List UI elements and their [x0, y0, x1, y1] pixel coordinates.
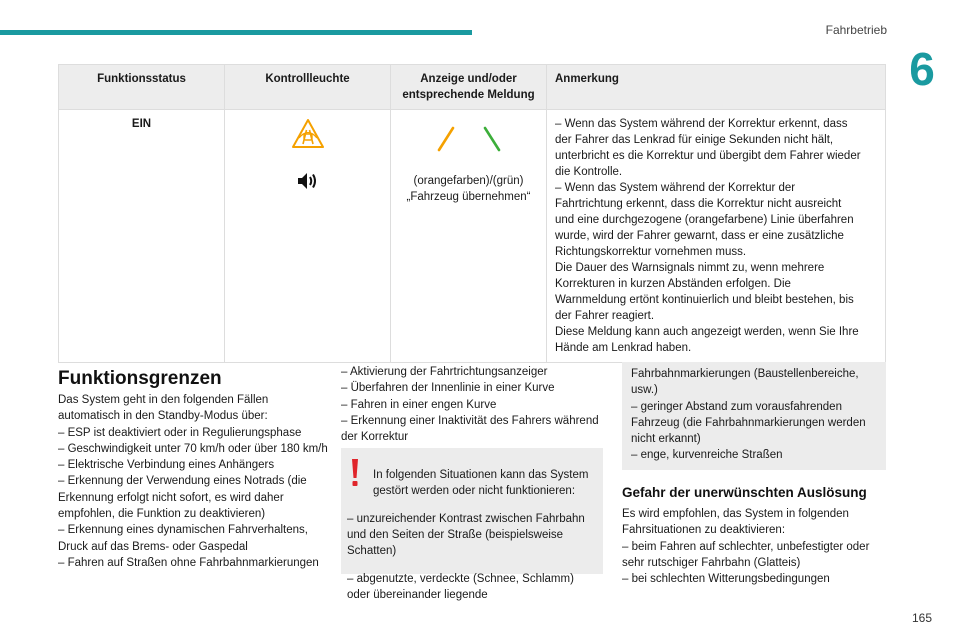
display-color-caption: (orangefarben)/(grün) — [413, 175, 524, 187]
warning-box-continued — [622, 362, 886, 470]
note-line: – Wenn das System während der Korrektur der Fahrtrichtung erkennt, dass die Korrektur nicht ausreicht und eine durchgezogene (orangefarbene) Linie überfahren wurde, wird der Fahrer gewarnt, dass er eine zusätzliche Richtungskorrektur vornehmen muss. — [555, 182, 854, 258]
unwanted-trigger-text — [622, 506, 892, 587]
list-item: – Erkennung der Verwendung eines Notrads (die Erkennung erfolgt nicht sofort, es wird daher empfohlen, die Funktion zu deaktivieren) — [58, 475, 307, 521]
list-item: – Erkennung eines dynamischen Fahrverhaltens, Druck auf das Brems- oder Gaspedal — [58, 524, 308, 553]
table-header-row — [59, 65, 886, 110]
list-item: – Erkennung einer Inaktivität des Fahrers während der Korrektur — [341, 414, 599, 444]
lamp-cell — [225, 110, 391, 363]
display-cell — [391, 110, 547, 363]
table-header-status: Funktionsstatus — [59, 65, 225, 110]
limits-column-1 — [58, 392, 328, 571]
list-item: – Elektrische Verbindung eines Anhängers — [58, 459, 275, 472]
list-item: – enge, kurvenreiche Straßen — [631, 449, 783, 462]
display-message-caption: „Fahrzeug übernehmen“ — [406, 191, 531, 203]
table-row — [59, 110, 886, 363]
list-item: Fahrbahnmarkierungen (Baustellenbereiche, usw.) — [631, 368, 859, 397]
limits-column-2 — [341, 364, 605, 445]
warning-box — [341, 448, 603, 602]
list-item: – Fahren in einer engen Kurve — [341, 398, 497, 411]
note-cell — [547, 110, 886, 363]
section-heading-unwanted-trigger: Gefahr der unerwünschten Auslösung — [622, 485, 867, 500]
list-item: – Aktivierung der Fahrtrichtungsanzeiger — [341, 366, 548, 378]
list-item: – Fahren auf Straßen ohne Fahrbahnmarkierungen — [58, 556, 319, 569]
section-title: Fahrbetrieb — [825, 23, 887, 37]
lane-line-green-icon — [483, 126, 501, 157]
table-header-lamp: Kontrollleuchte — [225, 65, 391, 110]
warning-intro: In folgenden Situationen kann das System gestört werden oder nicht funktionieren: — [373, 468, 589, 497]
list-item: – beim Fahren auf schlechter, unbefestigter oder sehr rutschiger Fahrbahn (Glatteis) — [622, 540, 870, 569]
list-item: – Geschwindigkeit unter 70 km/h oder über 180 km/h — [58, 442, 328, 455]
list-item: – ESP ist deaktiviert oder in Regulierungsphase — [58, 426, 302, 439]
warning-exclamation-icon — [350, 458, 360, 493]
lane-keeping-warning-icon — [291, 118, 325, 155]
table-header-display: Anzeige und/oder entsprechende Meldung — [391, 65, 547, 110]
section-heading-limits: Funktionsgrenzen — [58, 368, 222, 389]
list-item: – geringer Abstand zum vorausfahrenden Fahrzeug (die Fahrbahnmarkierungen werden nicht erkannt) — [631, 400, 866, 446]
function-table — [58, 64, 886, 363]
list-item: – bei schlechten Witterungsbedingungen — [622, 573, 830, 586]
note-line: – Wenn das System während der Korrektur erkennt, dass der Fahrer das Lenkrad für einige Sekunden nicht hält, unterbricht es die Korrektur und übergibt dem Fahrer wieder die Kontrolle. — [555, 118, 861, 178]
chapter-number: 6 — [909, 43, 935, 95]
note-line: Diese Meldung kann auch angezeigt werden, wenn Sie Ihre Hände am Lenkrad haben. — [555, 326, 859, 354]
paragraph: Es wird empfohlen, das System in folgenden Fahrsituationen zu deaktivieren: — [622, 508, 849, 537]
list-item: – unzureichender Kontrast zwischen Fahrbahn und den Seiten der Straße (beispielsweise Schatten) — [347, 512, 585, 558]
list-item: – abgenutzte, verdeckte (Schnee, Schlamm) oder übereinander liegende — [347, 572, 574, 602]
speaker-sound-icon — [296, 171, 320, 196]
lane-line-orange-icon — [437, 126, 455, 157]
list-item: – Überfahren der Innenlinie in einer Kurve — [341, 382, 555, 395]
table-header-note: Anmerkung — [547, 65, 886, 110]
status-cell: EIN — [59, 110, 225, 363]
page-number: 165 — [911, 611, 932, 625]
chapter-color-bar — [0, 30, 472, 35]
note-line: Die Dauer des Warnsignals nimmt zu, wenn mehrere Korrekturen in kurzen Abständen erfolgen. Die Warnmeldung ertönt kontinuierlich und bleibt bestehen, bis der Fahrer reagiert. — [555, 262, 854, 322]
paragraph: Das System geht in den folgenden Fällen automatisch in den Standby-Modus über: — [58, 394, 269, 423]
